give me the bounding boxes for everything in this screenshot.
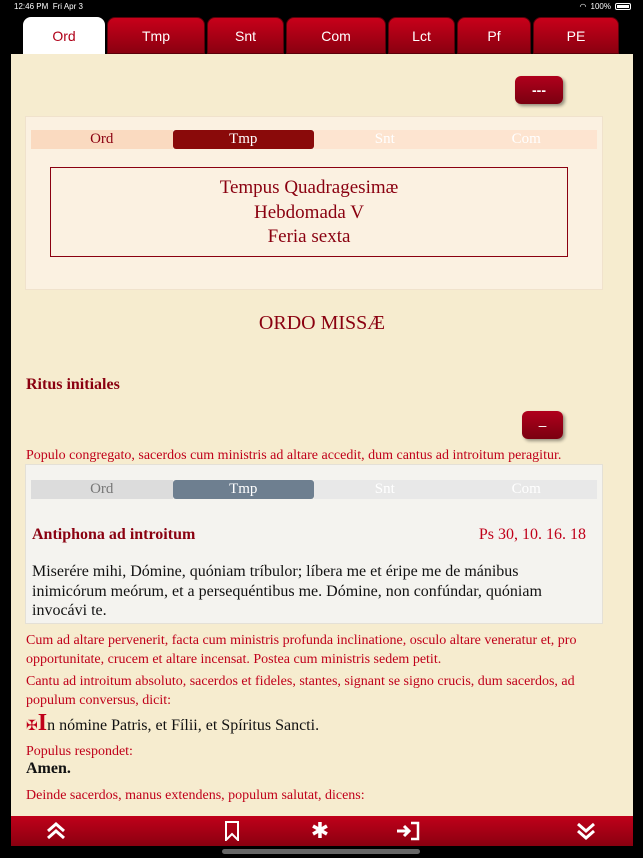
initial-letter: I [37, 710, 48, 736]
segment-com[interactable]: Com [456, 130, 598, 149]
asterisk-icon[interactable]: ✱ [310, 818, 330, 844]
prayer-text: n nómine Patris, et Fílii, et Spíritus Sancti. [47, 717, 320, 734]
battery-icon [615, 3, 631, 10]
sign-in-icon[interactable] [395, 816, 421, 846]
page-title: ORDO MISSÆ [258, 312, 386, 334]
tempus-line-3: Feria sexta [267, 226, 351, 247]
tempus-info [50, 167, 568, 257]
rubric-4: Populus respondet: [26, 744, 133, 759]
tempus-box [25, 116, 603, 290]
status-bar [0, 0, 643, 14]
tab-bar [23, 17, 619, 54]
collapse-button[interactable]: – [522, 411, 563, 439]
double-chevron-up-icon[interactable] [41, 816, 71, 846]
status-date: Fri Apr 3 [52, 2, 83, 11]
tab-com[interactable]: Com [286, 17, 386, 54]
segment-tmp[interactable]: Tmp [173, 130, 315, 149]
tab-tmp[interactable]: Tmp [107, 17, 205, 54]
page-content[interactable] [11, 54, 633, 816]
segment-snt[interactable]: Snt [314, 130, 456, 149]
rubric-5: Deinde sacerdos, manus extendens, populum salutat, dicens: [26, 788, 365, 803]
section-heading: Ritus initiales [26, 376, 120, 393]
rubric-2: Cum ad altare pervenerit, facta cum ministris profunda inclinatione, osculo altare veneratur et, pro opportunitate, crucem et altare incensat. Postea cum ministris sedem petit. [26, 633, 577, 667]
antiphon-text: Miserére mihi, Dómine, quóniam tríbulor; líbera me et éripe me de mánibus inimicórum meórum, et a persequéntibus me. Dómine, non confúndar, quóniam invocávi te. [32, 563, 542, 619]
prayer-sign-of-cross [26, 710, 319, 737]
tab-snt[interactable]: Snt [207, 17, 284, 54]
tempus-line-1: Tempus Quadragesimæ [219, 177, 399, 198]
antiphon-selector [31, 480, 597, 499]
rubric-3: Cantu ad introitum absoluto, sacerdos et fideles, stantes, signant se signo crucis, dum sacerdos, ad populum conversus, dicit: [26, 674, 575, 708]
antiphon-label: Antiphona ad introitum [32, 526, 196, 543]
ant-segment-snt[interactable]: Snt [314, 480, 456, 499]
double-chevron-down-icon[interactable] [571, 816, 601, 846]
bookmark-icon[interactable] [219, 816, 245, 846]
tab-pe[interactable]: PE [533, 17, 619, 54]
ant-segment-tmp[interactable]: Tmp [173, 480, 315, 499]
ant-segment-ord[interactable]: Ord [31, 480, 173, 499]
cross-icon: ✠ [26, 719, 38, 734]
antiphon-reference: Ps 30, 10. 16. 18 [478, 526, 586, 543]
ant-segment-com[interactable]: Com [456, 480, 598, 499]
bottom-toolbar [11, 816, 633, 846]
tempus-line-2: Hebdomada V [254, 201, 364, 223]
home-indicator [222, 849, 420, 854]
battery-percent: 100% [590, 2, 611, 11]
tab-ord[interactable]: Ord [23, 17, 105, 54]
segment-ord[interactable]: Ord [31, 130, 173, 149]
status-right [580, 2, 631, 11]
tab-lct[interactable]: Lct [388, 17, 455, 54]
antiphon-box [25, 464, 603, 624]
status-time-date [14, 2, 83, 11]
tab-pf[interactable]: Pf [457, 17, 531, 54]
wifi-icon: ◠ [579, 2, 587, 11]
response-amen: Amen. [26, 760, 71, 777]
options-button[interactable]: --- [515, 76, 563, 104]
status-time: 12:46 PM [14, 2, 49, 11]
proper-selector [31, 130, 597, 149]
rubric-1: Populo congregato, sacerdos cum ministris ad altare accedit, dum cantus ad introitum peragitur. [26, 448, 562, 463]
